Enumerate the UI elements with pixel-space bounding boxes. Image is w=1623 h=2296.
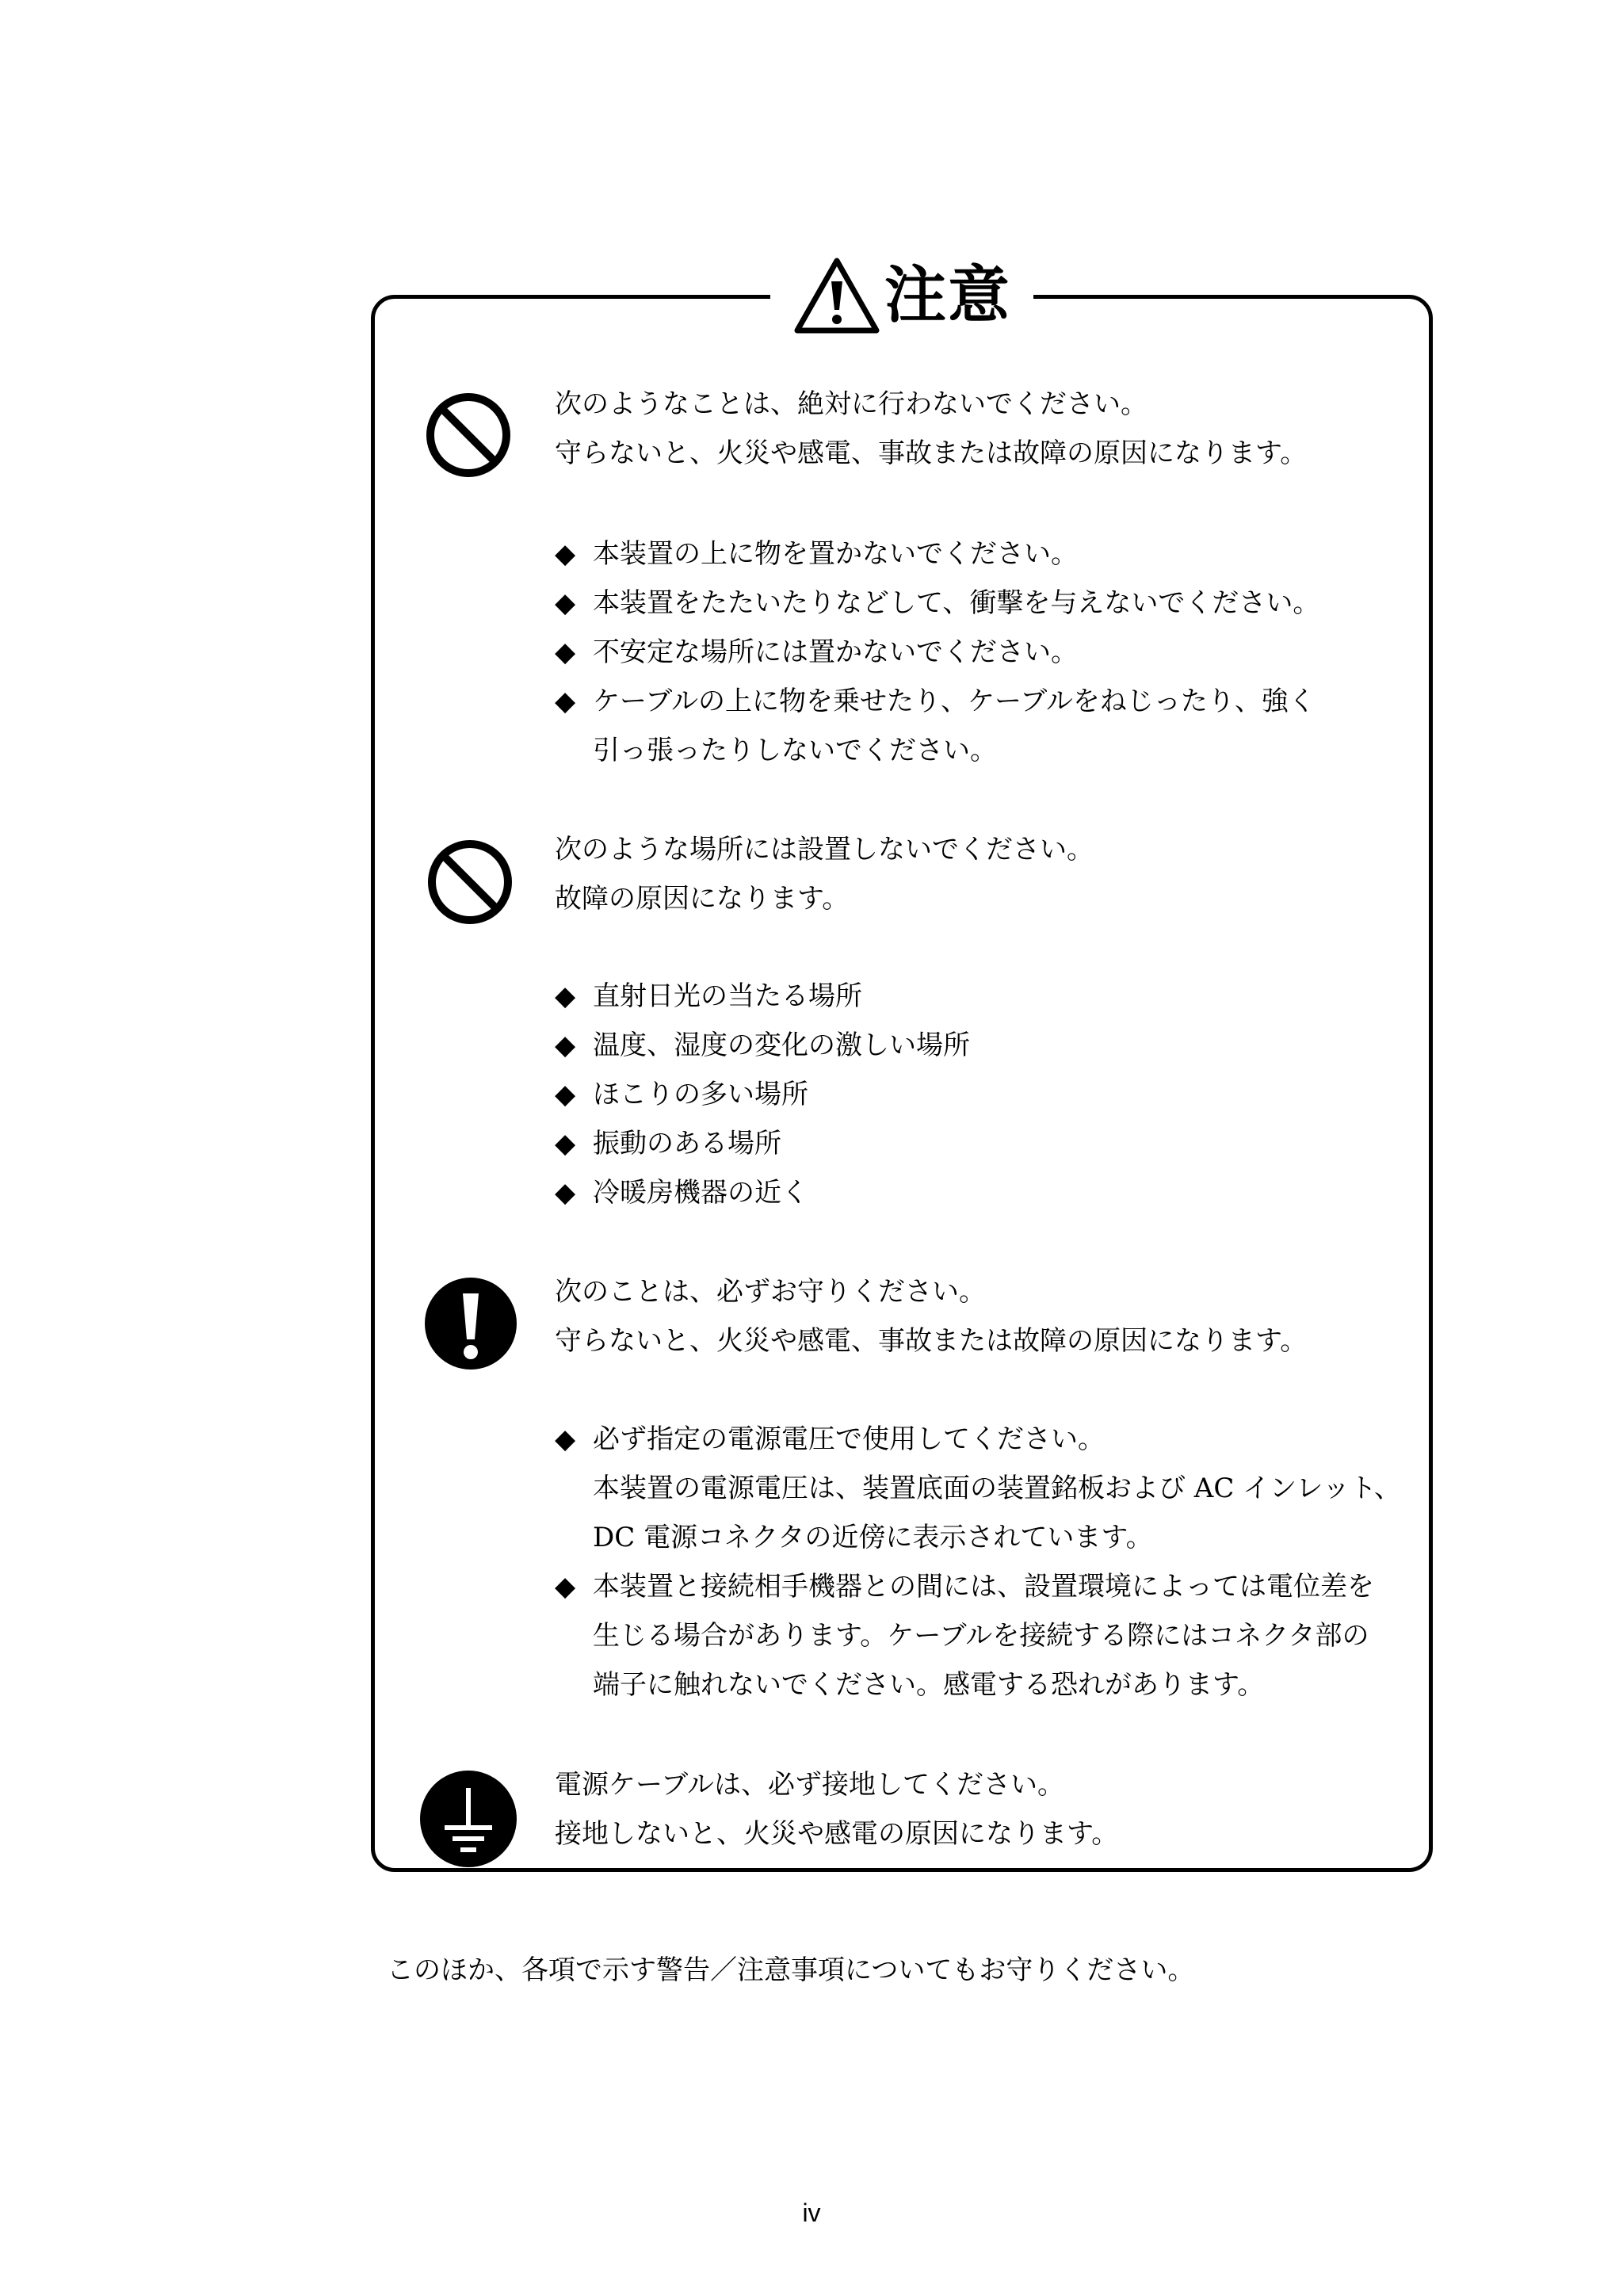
list-item-continuation: 生じる場合があります。ケーブルを接続する際にはコネクタ部の: [593, 1620, 1369, 1652]
mandatory-icon: [423, 1276, 518, 1371]
diamond-bullet-icon: ◆: [555, 1030, 576, 1061]
list-item: ◆ 冷暖房機器の近く: [555, 1177, 808, 1209]
caution-title-text: 注意: [884, 260, 1011, 331]
diamond-bullet-icon: ◆: [555, 538, 576, 570]
section-line: 守らないと、火災や感電、事故または故障の原因になります。: [555, 437, 1308, 469]
list-item-continuation: 本装置の電源電圧は、装置底面の装置銘板および AC インレット、: [593, 1473, 1401, 1504]
diamond-bullet-icon: ◆: [555, 1571, 576, 1603]
caution-title: [770, 252, 1033, 339]
section-line: 次のような場所には設置しないでください。: [555, 834, 1094, 865]
list-item: ◆ 温度、湿度の変化の激しい場所: [555, 1030, 970, 1061]
page-number: iv: [802, 2199, 821, 2227]
diamond-bullet-icon: ◆: [555, 686, 576, 717]
prohibition-icon: [425, 392, 512, 479]
diamond-bullet-icon: ◆: [555, 587, 576, 619]
list-item: ◆ ケーブルの上に物を乗せたり、ケーブルをねじったり、強く: [555, 686, 1316, 717]
diamond-bullet-icon: ◆: [555, 980, 576, 1012]
ground-icon: [418, 1769, 518, 1869]
list-item: ◆ 本装置と接続相手機器との間には、設置環境によっては電位差を: [555, 1571, 1374, 1603]
list-item-continuation: 端子に触れないでください。感電する恐れがあります。: [593, 1669, 1265, 1701]
prohibition-icon: [426, 839, 514, 926]
list-item: ◆ 本装置の上に物を置かないでください。: [555, 538, 1078, 570]
footer-note: このほか、各項で示す警告／注意事項についてもお守りください。: [387, 1954, 1195, 1986]
section-line: 次のことは、必ずお守りください。: [555, 1276, 986, 1308]
list-item: ◆ 本装置をたたいたりなどして、衝撃を与えないでください。: [555, 587, 1320, 619]
list-item: ◆ 必ず指定の電源電圧で使用してください。: [555, 1423, 1105, 1455]
warning-triangle-icon: [792, 256, 881, 335]
section-line: 守らないと、火災や感電、事故または故障の原因になります。: [555, 1325, 1308, 1357]
list-item-continuation: DC 電源コネクタの近傍に表示されています。: [593, 1522, 1153, 1553]
diamond-bullet-icon: ◆: [555, 1128, 576, 1159]
list-item-continuation: 引っ張ったりしないでください。: [593, 735, 997, 766]
list-item: ◆ ほこりの多い場所: [555, 1079, 808, 1110]
section-line: 接地しないと、火災や感電の原因になります。: [555, 1818, 1119, 1850]
diamond-bullet-icon: ◆: [555, 1423, 576, 1455]
diamond-bullet-icon: ◆: [555, 1079, 576, 1110]
list-item: ◆ 振動のある場所: [555, 1128, 781, 1159]
section-line: 電源ケーブルは、必ず接地してください。: [555, 1769, 1064, 1801]
section-line: 故障の原因になります。: [555, 883, 850, 915]
diamond-bullet-icon: ◆: [555, 1177, 576, 1209]
list-item: ◆ 直射日光の当たる場所: [555, 980, 862, 1012]
section-line: 次のようなことは、絶対に行わないでください。: [555, 388, 1148, 420]
diamond-bullet-icon: ◆: [555, 636, 576, 668]
list-item: ◆ 不安定な場所には置かないでください。: [555, 636, 1078, 668]
